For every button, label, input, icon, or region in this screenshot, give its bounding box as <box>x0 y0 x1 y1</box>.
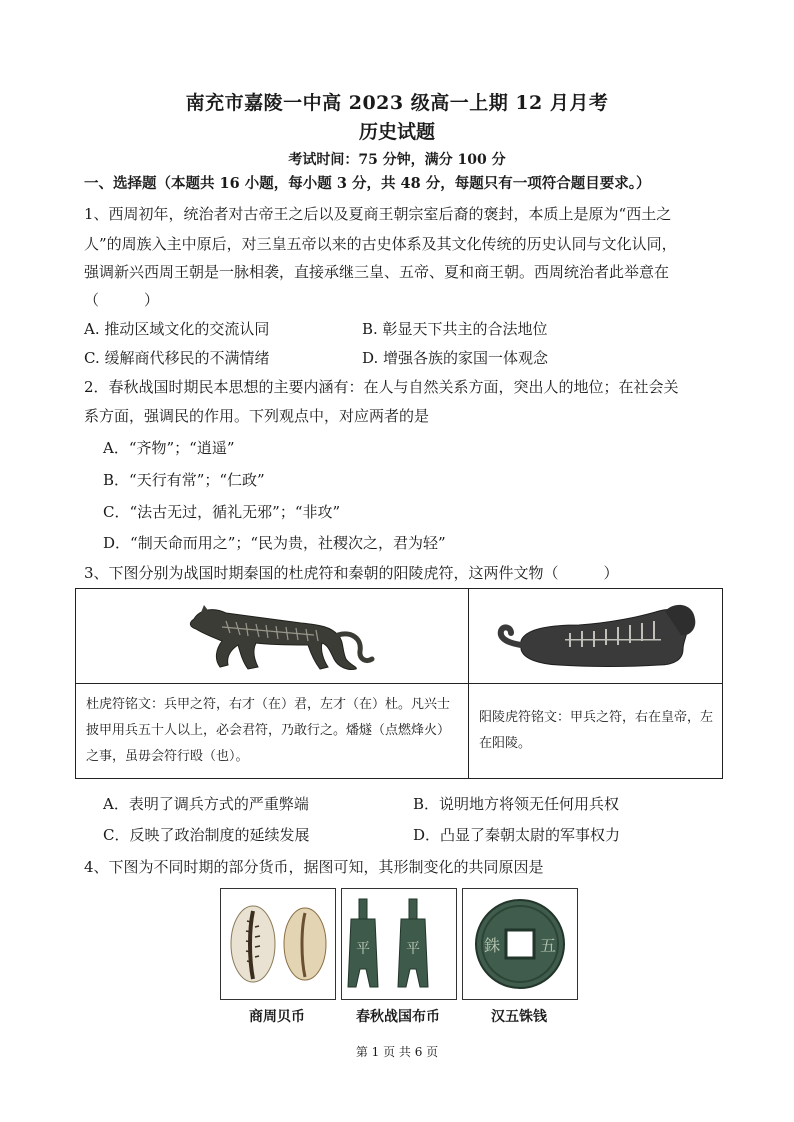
q3-table <box>75 588 723 779</box>
spade-money-glyph-2: 平 <box>406 941 420 957</box>
q1-option-d: D. 增强各族的家国一体观念 <box>362 349 549 367</box>
q2-option-d: D．“制天命而用之”；“民为贵，社稷次之，君为轻” <box>103 534 446 552</box>
q2-line-2: 系方面，强调民的作用。下列观点中，对应两者的是 <box>84 407 430 425</box>
coin-label-shell: 商周贝币 <box>249 1009 305 1025</box>
coin-label-spade: 春秋战国布币 <box>356 1009 440 1025</box>
spade-money-image <box>341 888 457 1000</box>
q1-line-3: 强调新兴西周王朝是一脉相袭，直接承继三皇、五帝、夏和商王朝。西周统治者此举意在 <box>84 263 670 281</box>
coin-label-wuzhu: 汉五铢钱 <box>491 1009 547 1025</box>
section-heading: 一、选择题（本题共 16 小题，每小题 3 分，共 48 分，每题只有一项符合题目要求。） <box>84 175 651 192</box>
q1-option-b: B. 彰显天下共主的合法地位 <box>362 320 548 338</box>
q2-line-1: 2．春秋战国时期民本思想的主要内涵有：在人与自然关系方面，突出人的地位；在社会关 <box>84 378 679 396</box>
q2-option-a: A．“齐物”；“逍遥” <box>103 439 235 457</box>
du-tiger-inscription: 杜虎符铭文：兵甲之符，右才（在）君，左才（在）杜。凡兴士披甲用兵五十人以上，必会君符，乃敢行之。燔燧（点燃烽火）之事，虽毋会符行殴（也）。 <box>76 684 469 779</box>
exam-info: 考试时间：75 分钟，满分 100 分 <box>288 152 506 168</box>
du-tiger-tally-cell <box>76 589 469 684</box>
q1-line-4: （ ） <box>84 291 160 309</box>
q3-option-d: D．凸显了秦朝太尉的军事权力 <box>413 826 621 844</box>
wuzhu-glyph-zhu: 銖 <box>483 936 501 955</box>
page-footer: 第 1 页 共 6 页 <box>355 1045 439 1059</box>
wuzhu-coin-image <box>462 888 578 1000</box>
yangling-tiger-inscription: 阳陵虎符铭文：甲兵之符，右在皇帝，左在阳陵。 <box>469 684 723 779</box>
q1-option-a: A. 推动区域文化的交流认同 <box>84 320 270 338</box>
du-tiger-tally-image <box>76 589 468 683</box>
q1-line-2: 人”的周族入主中原后，对三皇五帝以来的古史体系及其文化传统的历史认同与文化认同， <box>84 235 677 253</box>
q2-option-c: C．“法古无过，循礼无邪”；“非攻” <box>103 503 341 521</box>
yangling-tiger-tally-cell <box>469 589 723 684</box>
shell-money-image <box>220 888 336 1000</box>
exam-subject: 历史试题 <box>358 121 435 143</box>
q3-option-b: B．说明地方将领无任何用兵权 <box>413 795 620 813</box>
q3-option-c: C．反映了政治制度的延续发展 <box>103 826 310 844</box>
q4-stem: 4、下图为不同时期的部分货币，据图可知，其形制变化的共同原因是 <box>84 858 544 876</box>
q1-line-1: 1、西周初年，统治者对古帝王之后以及夏商王朝宗室后裔的褒封，本质上是原为“西土之 <box>84 205 672 223</box>
q1-option-c: C. 缓解商代移民的不满情绪 <box>84 349 270 367</box>
q2-option-b: B．“天行有常”；“仁政” <box>103 471 265 489</box>
q3-option-a: A．表明了调兵方式的严重弊端 <box>103 795 309 813</box>
q3-stem: 3、下图分别为战国时期秦国的杜虎符和秦朝的阳陵虎符，这两件文物（ ） <box>84 564 619 582</box>
spade-money-glyph: 平 <box>356 941 370 957</box>
wuzhu-glyph-wu: 五 <box>539 936 557 955</box>
yangling-tiger-tally-image <box>469 589 722 683</box>
exam-title: 南充市嘉陵一中高 2023 级高一上期 12 月月考 <box>185 92 609 114</box>
